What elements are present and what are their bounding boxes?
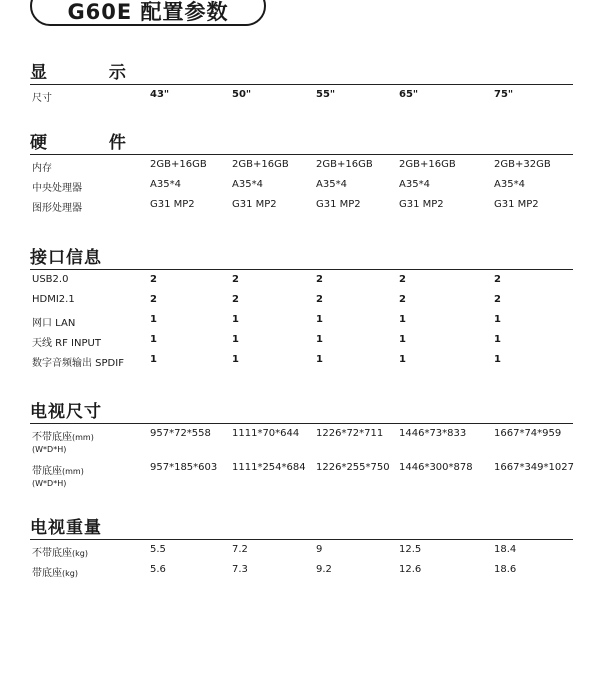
row-label: 天线 RF INPUT — [32, 338, 101, 349]
row-label: 图形处理器 — [32, 203, 82, 214]
table-row — [30, 540, 573, 560]
table-row — [30, 195, 573, 215]
cell: 1667*349*1027 — [494, 462, 574, 473]
table-row — [30, 290, 573, 310]
cell: 1 — [150, 334, 157, 345]
row-label: 尺寸 — [32, 93, 52, 104]
cell: 1 — [399, 334, 406, 345]
cell: G31 MP2 — [232, 199, 277, 210]
cell: 5.5 — [150, 544, 166, 555]
row-label: 内存 — [32, 163, 52, 174]
cell: 43" — [150, 89, 170, 100]
cell: 957*185*603 — [150, 462, 218, 473]
cell: 1 — [316, 314, 323, 325]
cell: G31 MP2 — [399, 199, 444, 210]
section-ports — [30, 243, 573, 370]
cell: 7.3 — [232, 564, 248, 575]
cell: 1 — [150, 354, 157, 365]
table-row — [30, 458, 573, 492]
section-hardware — [30, 128, 573, 215]
cell: 1 — [316, 354, 323, 365]
cell: A35*4 — [316, 179, 347, 190]
section-title: 接口信息 — [30, 243, 573, 270]
cell: 1 — [232, 354, 239, 365]
row-label: HDMI2.1 — [32, 294, 75, 305]
row-label: 不带底座(mm) (W*D*H) — [32, 432, 94, 454]
cell: 12.5 — [399, 544, 422, 555]
table-row — [30, 560, 573, 580]
cell: 7.2 — [232, 544, 248, 555]
cell: 2 — [150, 274, 157, 285]
cell: 5.6 — [150, 564, 166, 575]
cell: 1667*74*959 — [494, 428, 562, 439]
cell: 1111*70*644 — [232, 428, 300, 439]
cell: G31 MP2 — [494, 199, 539, 210]
cell: G31 MP2 — [150, 199, 195, 210]
table-row — [30, 330, 573, 350]
table-row — [30, 350, 573, 370]
section-title: 电视尺寸 — [30, 397, 573, 424]
section-title: 电视重量 — [30, 513, 573, 540]
cell: 1 — [494, 314, 501, 325]
cell: 2 — [150, 294, 157, 305]
cell: 1111*254*684 — [232, 462, 306, 473]
cell: 1 — [399, 314, 406, 325]
cell: 1226*72*711 — [316, 428, 384, 439]
section-title: 显 示 — [30, 58, 573, 85]
cell: A35*4 — [150, 179, 181, 190]
row-label: 带底座(mm) (W*D*H) — [32, 466, 84, 488]
cell: 2 — [399, 294, 406, 305]
cell: 2 — [399, 274, 406, 285]
cell: A35*4 — [399, 179, 430, 190]
section-tv-weight — [30, 513, 573, 580]
cell: 9.2 — [316, 564, 332, 575]
cell: 1 — [494, 334, 501, 345]
cell: 2GB+16GB — [399, 159, 456, 170]
row-label: 数字音频输出 SPDIF — [32, 358, 124, 369]
table-row — [30, 85, 573, 105]
cell: 2GB+16GB — [232, 159, 289, 170]
row-label: 网口 LAN — [32, 318, 76, 329]
cell: 1 — [150, 314, 157, 325]
section-tv-size — [30, 397, 573, 492]
cell: 1 — [494, 354, 501, 365]
cell: 55" — [316, 89, 336, 100]
row-label: 带底座(kg) — [32, 568, 78, 579]
cell: 65" — [399, 89, 419, 100]
cell: 1226*255*750 — [316, 462, 390, 473]
cell: 75" — [494, 89, 514, 100]
cell: 2 — [494, 274, 501, 285]
cell: 50" — [232, 89, 252, 100]
cell: 2 — [316, 274, 323, 285]
section-title: 硬 件 — [30, 128, 573, 155]
cell: 1 — [316, 334, 323, 345]
cell: 2GB+16GB — [316, 159, 373, 170]
cell: 2GB+16GB — [150, 159, 207, 170]
cell: 1 — [232, 334, 239, 345]
cell: 18.6 — [494, 564, 517, 575]
cell: 2 — [494, 294, 501, 305]
page-title: G60E 配置参数 — [30, 0, 266, 26]
row-label: 中央处理器 — [32, 183, 82, 194]
cell: 1446*300*878 — [399, 462, 473, 473]
cell: 1 — [232, 314, 239, 325]
row-label: 不带底座(kg) — [32, 548, 88, 559]
cell: A35*4 — [494, 179, 525, 190]
cell: 2 — [232, 274, 239, 285]
cell: G31 MP2 — [316, 199, 361, 210]
section-display — [30, 58, 573, 105]
cell: 18.4 — [494, 544, 517, 555]
cell: 2GB+32GB — [494, 159, 551, 170]
cell: 9 — [316, 544, 323, 555]
cell: 2 — [316, 294, 323, 305]
cell: 1446*73*833 — [399, 428, 467, 439]
table-row — [30, 175, 573, 195]
cell: A35*4 — [232, 179, 263, 190]
cell: 12.6 — [399, 564, 422, 575]
table-row — [30, 424, 573, 458]
cell: 2 — [232, 294, 239, 305]
table-row — [30, 310, 573, 330]
table-row — [30, 155, 573, 175]
table-row — [30, 270, 573, 290]
cell: 957*72*558 — [150, 428, 211, 439]
cell: 1 — [399, 354, 406, 365]
row-label: USB2.0 — [32, 274, 69, 285]
